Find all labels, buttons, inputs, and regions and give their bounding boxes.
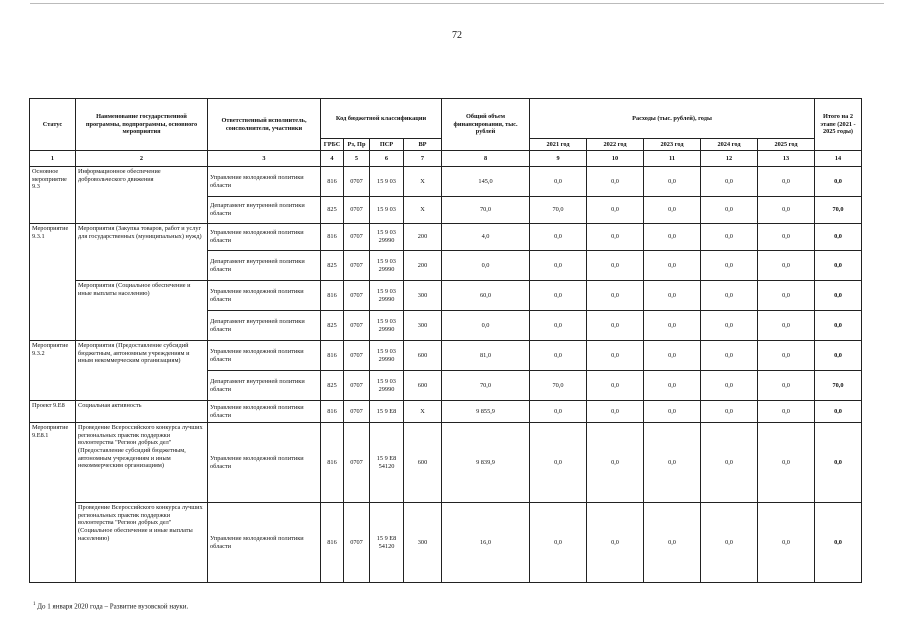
total-cell: 4,0 [442, 224, 530, 251]
rzpr-cell: 0707 [344, 341, 370, 371]
psr-cell: 15 9 Е8 54120 [370, 423, 404, 503]
grbs-cell: 825 [321, 197, 344, 224]
year-2024-cell: 0,0 [701, 197, 758, 224]
executor-cell: Управление молодежной политики области [208, 503, 321, 583]
year-2021-cell: 0,0 [530, 281, 587, 311]
column-number: 14 [815, 151, 862, 167]
year-2024-cell: 0,0 [701, 401, 758, 423]
rzpr-cell: 0707 [344, 371, 370, 401]
year-2024-cell: 0,0 [701, 341, 758, 371]
psr-cell: 15 9 Е8 [370, 401, 404, 423]
header-psr: ПСР [370, 139, 404, 151]
year-2023-cell: 0,0 [644, 224, 701, 251]
year-2024-cell: 0,0 [701, 503, 758, 583]
year-2024-cell: 0,0 [701, 224, 758, 251]
grbs-cell: 816 [321, 503, 344, 583]
column-number: 3 [208, 151, 321, 167]
year-2021-cell: 0,0 [530, 311, 587, 341]
year-2024-cell: 0,0 [701, 311, 758, 341]
executor-cell: Департамент внутренней политики области [208, 197, 321, 224]
psr-cell: 15 9 03 [370, 167, 404, 197]
vr-cell: 300 [404, 311, 442, 341]
rzpr-cell: 0707 [344, 197, 370, 224]
status-cell: Проект 9.Е8 [30, 401, 76, 423]
grbs-cell: 825 [321, 371, 344, 401]
header-year-2023: 2023 год [644, 139, 701, 151]
year-2023-cell: 0,0 [644, 197, 701, 224]
psr-cell: 15 9 03 29990 [370, 224, 404, 251]
grbs-cell: 816 [321, 423, 344, 503]
itogo-cell: 0,0 [815, 503, 862, 583]
year-2023-cell: 0,0 [644, 251, 701, 281]
column-number: 8 [442, 151, 530, 167]
itogo-cell: 0,0 [815, 251, 862, 281]
year-2022-cell: 0,0 [587, 251, 644, 281]
year-2025-cell: 0,0 [758, 281, 815, 311]
year-2025-cell: 0,0 [758, 224, 815, 251]
year-2023-cell: 0,0 [644, 281, 701, 311]
year-2025-cell: 0,0 [758, 401, 815, 423]
table-row [30, 281, 862, 311]
year-2025-cell: 0,0 [758, 341, 815, 371]
grbs-cell: 816 [321, 167, 344, 197]
rzpr-cell: 0707 [344, 251, 370, 281]
year-2025-cell: 0,0 [758, 251, 815, 281]
column-number: 4 [321, 151, 344, 167]
year-2023-cell: 0,0 [644, 167, 701, 197]
column-number: 11 [644, 151, 701, 167]
name-cell: Мероприятия (Закупка товаров, работ и услуг для государственных (муниципальных) нужд) [76, 224, 208, 281]
year-2025-cell: 0,0 [758, 371, 815, 401]
header-grbs: ГРБС [321, 139, 344, 151]
year-2021-cell: 0,0 [530, 167, 587, 197]
vr-cell: 200 [404, 224, 442, 251]
total-cell: 60,0 [442, 281, 530, 311]
year-2024-cell: 0,0 [701, 423, 758, 503]
rzpr-cell: 0707 [344, 423, 370, 503]
vr-cell: 600 [404, 371, 442, 401]
itogo-cell: 70,0 [815, 197, 862, 224]
header-rzpr: Рз, Пр [344, 139, 370, 151]
vr-cell: 300 [404, 503, 442, 583]
year-2023-cell: 0,0 [644, 503, 701, 583]
total-cell: 16,0 [442, 503, 530, 583]
rzpr-cell: 0707 [344, 167, 370, 197]
column-number: 1 [30, 151, 76, 167]
year-2022-cell: 0,0 [587, 311, 644, 341]
year-2021-cell: 0,0 [530, 401, 587, 423]
year-2021-cell: 0,0 [530, 251, 587, 281]
table-row [30, 503, 862, 583]
itogo-cell: 0,0 [815, 224, 862, 251]
year-2025-cell: 0,0 [758, 503, 815, 583]
year-2022-cell: 0,0 [587, 401, 644, 423]
header-name: Наименование государственной программы, подпрограммы, основного мероприятия [76, 99, 208, 151]
column-number: 10 [587, 151, 644, 167]
grbs-cell: 816 [321, 281, 344, 311]
psr-cell: 15 9 03 [370, 197, 404, 224]
header-year-2021: 2021 год [530, 139, 587, 151]
year-2024-cell: 0,0 [701, 371, 758, 401]
year-2025-cell: 0,0 [758, 311, 815, 341]
psr-cell: 15 9 03 29990 [370, 341, 404, 371]
column-number: 6 [370, 151, 404, 167]
itogo-cell: 70,0 [815, 371, 862, 401]
total-cell: 70,0 [442, 371, 530, 401]
total-cell: 0,0 [442, 311, 530, 341]
year-2023-cell: 0,0 [644, 423, 701, 503]
header-vr: ВР [404, 139, 442, 151]
psr-cell: 15 9 03 29990 [370, 281, 404, 311]
year-2021-cell: 0,0 [530, 503, 587, 583]
year-2022-cell: 0,0 [587, 281, 644, 311]
vr-cell: 200 [404, 251, 442, 281]
year-2024-cell: 0,0 [701, 281, 758, 311]
status-cell: Мероприятие 9.3.2 [30, 341, 76, 401]
vr-cell: Х [404, 197, 442, 224]
header-year-2024: 2024 год [701, 139, 758, 151]
total-cell: 81,0 [442, 341, 530, 371]
executor-cell: Управление молодежной политики области [208, 423, 321, 503]
footnote-text: До 1 января 2020 года – Развитие вузовской науки. [37, 602, 189, 611]
column-number: 2 [76, 151, 208, 167]
grbs-cell: 816 [321, 224, 344, 251]
rzpr-cell: 0707 [344, 281, 370, 311]
psr-cell: 15 9 03 29990 [370, 311, 404, 341]
footnote [33, 602, 188, 610]
vr-cell: Х [404, 167, 442, 197]
header-row [30, 99, 862, 139]
year-2023-cell: 0,0 [644, 401, 701, 423]
name-cell: Проведение Всероссийского конкурса лучших региональных практик поддержки волонтерства "Регион добрых дел" (Социальное обеспечение и иные выплаты населению) [76, 503, 208, 583]
vr-cell: 300 [404, 281, 442, 311]
top-rule [30, 3, 884, 4]
itogo-cell: 0,0 [815, 167, 862, 197]
column-number: 9 [530, 151, 587, 167]
status-cell: Мероприятие 9.3.1 [30, 224, 76, 341]
year-2022-cell: 0,0 [587, 371, 644, 401]
year-2022-cell: 0,0 [587, 167, 644, 197]
header-code: Код бюджетной классификации [321, 99, 442, 139]
grbs-cell: 816 [321, 341, 344, 371]
year-2023-cell: 0,0 [644, 341, 701, 371]
year-2022-cell: 0,0 [587, 224, 644, 251]
executor-cell: Управление молодежной политики области [208, 341, 321, 371]
year-2025-cell: 0,0 [758, 167, 815, 197]
itogo-cell: 0,0 [815, 401, 862, 423]
executor-cell: Управление молодежной политики области [208, 224, 321, 251]
year-2021-cell: 70,0 [530, 371, 587, 401]
status-cell: Основное мероприятие 9.3 [30, 167, 76, 224]
header-year-2022: 2022 год [587, 139, 644, 151]
rzpr-cell: 0707 [344, 401, 370, 423]
year-2021-cell: 70,0 [530, 197, 587, 224]
year-2022-cell: 0,0 [587, 503, 644, 583]
name-cell: Мероприятия (Социальное обеспечение и иные выплаты населению) [76, 281, 208, 341]
table-row [30, 341, 862, 371]
executor-cell: Департамент внутренней политики области [208, 371, 321, 401]
year-2025-cell: 0,0 [758, 197, 815, 224]
grbs-cell: 825 [321, 311, 344, 341]
column-number: 5 [344, 151, 370, 167]
vr-cell: 600 [404, 423, 442, 503]
budget-table [29, 98, 862, 583]
total-cell: 145,0 [442, 167, 530, 197]
executor-cell: Управление молодежной политики области [208, 281, 321, 311]
header-total-volume: Общий объем финансирования, тыс. рублей [442, 99, 530, 151]
year-2022-cell: 0,0 [587, 197, 644, 224]
total-cell: 9 855,9 [442, 401, 530, 423]
total-cell: 9 839,9 [442, 423, 530, 503]
rzpr-cell: 0707 [344, 503, 370, 583]
column-number: 12 [701, 151, 758, 167]
column-number: 7 [404, 151, 442, 167]
year-2021-cell: 0,0 [530, 224, 587, 251]
name-cell: Мероприятия (Предоставление субсидий бюджетным, автономным учреждениям и иным некоммерческим организациям) [76, 341, 208, 401]
vr-cell: Х [404, 401, 442, 423]
executor-cell: Департамент внутренней политики области [208, 251, 321, 281]
itogo-cell: 0,0 [815, 311, 862, 341]
year-2022-cell: 0,0 [587, 341, 644, 371]
year-2021-cell: 0,0 [530, 423, 587, 503]
name-cell: Социальная активность [76, 401, 208, 423]
year-2023-cell: 0,0 [644, 311, 701, 341]
footnote-mark: 1 [33, 602, 36, 607]
itogo-cell: 0,0 [815, 281, 862, 311]
column-number: 13 [758, 151, 815, 167]
name-cell: Информационное обеспечение добровольческого движения [76, 167, 208, 224]
total-cell: 0,0 [442, 251, 530, 281]
year-2024-cell: 0,0 [701, 251, 758, 281]
year-2023-cell: 0,0 [644, 371, 701, 401]
grbs-cell: 825 [321, 251, 344, 281]
executor-cell: Управление молодежной политики области [208, 401, 321, 423]
grbs-cell: 816 [321, 401, 344, 423]
total-cell: 70,0 [442, 197, 530, 224]
itogo-cell: 0,0 [815, 341, 862, 371]
table-row [30, 423, 862, 503]
psr-cell: 15 9 03 29990 [370, 251, 404, 281]
header-executor: Ответственный исполнитель, соисполнители, участники [208, 99, 321, 151]
page-number: 72 [452, 30, 462, 41]
year-2022-cell: 0,0 [587, 423, 644, 503]
year-2025-cell: 0,0 [758, 423, 815, 503]
executor-cell: Управление молодежной политики области [208, 167, 321, 197]
rzpr-cell: 0707 [344, 224, 370, 251]
vr-cell: 600 [404, 341, 442, 371]
itogo-cell: 0,0 [815, 423, 862, 503]
year-2021-cell: 0,0 [530, 341, 587, 371]
psr-cell: 15 9 03 29990 [370, 371, 404, 401]
rzpr-cell: 0707 [344, 311, 370, 341]
name-cell: Проведение Всероссийского конкурса лучших региональных практик поддержки волонтерства "Регион добрых дел" (Предоставление субсидий бюджетным, автономным учреждениям и иным некоммерческим организациям) [76, 423, 208, 503]
status-cell: Мероприятие 9.Е8.1 [30, 423, 76, 583]
table-row [30, 224, 862, 251]
year-2024-cell: 0,0 [701, 167, 758, 197]
header-expenses: Расходы (тыс. рублей), годы [530, 99, 815, 139]
psr-cell: 15 9 Е8 54120 [370, 503, 404, 583]
table-row [30, 401, 862, 423]
column-number-row [30, 151, 862, 167]
header-status: Статус [30, 99, 76, 151]
header-itogo: Итого на 2 этапе (2021 - 2025 годы) [815, 99, 862, 151]
executor-cell: Департамент внутренней политики области [208, 311, 321, 341]
header-year-2025: 2025 год [758, 139, 815, 151]
table-row [30, 167, 862, 197]
